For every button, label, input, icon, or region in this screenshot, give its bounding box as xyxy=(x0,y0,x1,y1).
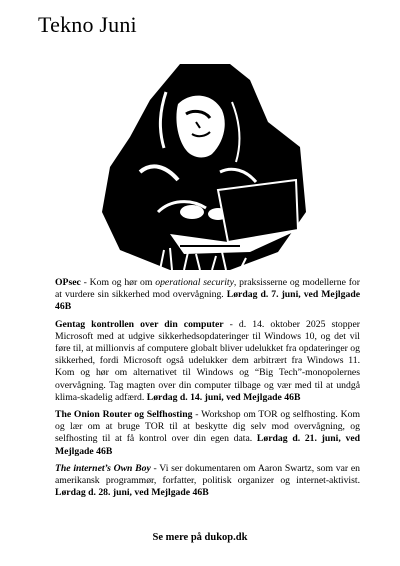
event-tor-selfhosting: The Onion Router og Selfhosting - Workshop om TOR og selfhosting. Kom og lær om at bruge TOR til at beskytte dig selv mod overvågning, og selfhosting til at få kontrol over din egen data. Lørdag d. 21. juni, ved Mejlgade 46B xyxy=(55,409,361,457)
footer-link: Se mere på dukop.dk xyxy=(152,532,248,543)
event-list xyxy=(55,277,360,504)
event-computer-control: Gentag kontrollen over din computer - d. 14. oktober 2025 stopper Microsoft med at udgive sikkerhedsopdateringer til Windows 10, og det vil føre til, at millionvis af computere globalt bliver udelukket fra opdateringer og sikkerhed, fordi Microsoft også udelukker dem arbitrært fra Windows 11. Kom og hør om alternativet til Windows og “Big Tech”-monopolernes overvågning. Tag magten over din computer tilbage og vær med til at undgå klima-skadelig adfærd. Lørdag d. 14. juni, ved Mejlgade 46B xyxy=(55,318,360,403)
event-internets-own-boy: The internet’s Own Boy - Vi ser dokumentaren om Aaron Swartz, som var en amerikansk programmør, forfatter, politisk organizer og internet-aktivist. Lørdag d. 28. juni, ved Mejlgade 46B xyxy=(55,462,361,499)
hacker-with-laptop-image xyxy=(100,62,308,272)
page-title: Tekno Juni xyxy=(38,12,137,37)
event-opsec: OPsec - Kom og hør om operational security, praksisserne og modellerne for at vurdere sin sikkerhed mod overvågning. Lørdag d. 7. juni, ved Mejlgade 46B xyxy=(55,277,361,313)
